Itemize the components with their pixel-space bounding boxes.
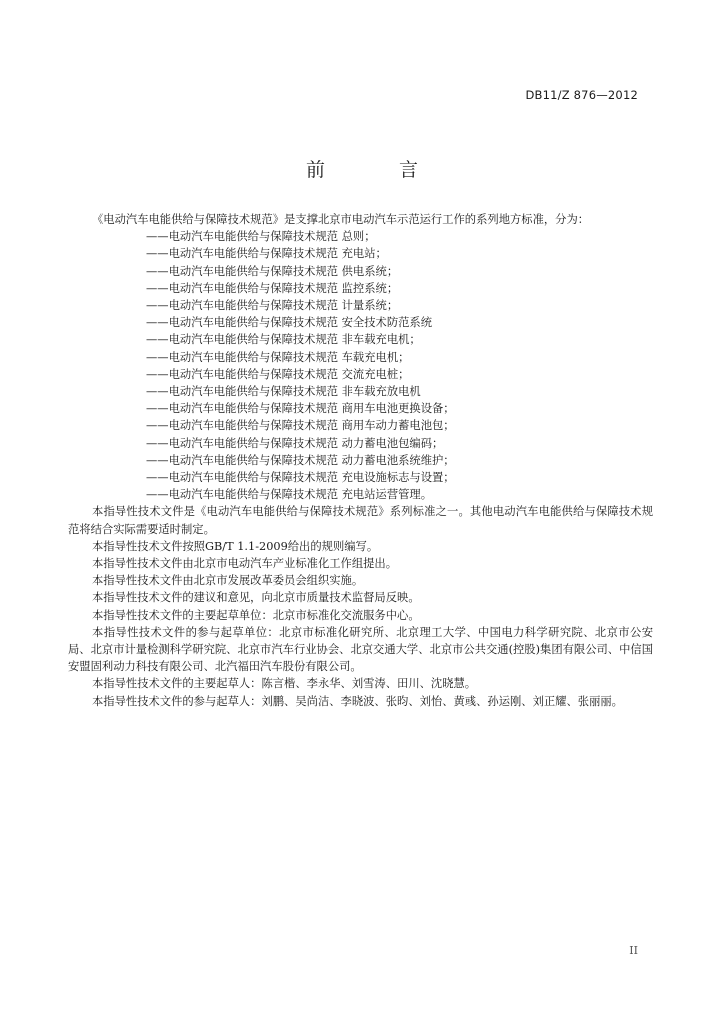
implementer-paragraph: 本指导性技术文件由北京市发展改革委员会组织实施。: [92, 574, 364, 588]
list-item: ——电动汽车电能供给与保障技术规范 充电站运营管理。: [146, 488, 433, 502]
standard-code: DB11/Z 876—2012: [525, 88, 638, 102]
list-item: ——电动汽车电能供给与保障技术规范 监控系统；: [146, 281, 399, 295]
foreword-body: [68, 211, 653, 710]
page-number: II: [629, 944, 638, 957]
proposer-paragraph: 本指导性技术文件由北京市电动汽车产业标准化工作组提出。: [92, 557, 398, 571]
drafting-rules-paragraph: 本指导性技术文件按照GB/T 1.1-2009给出的规则编写。: [92, 539, 379, 553]
list-item: ——电动汽车电能供给与保障技术规范 车载充电机；: [146, 350, 410, 364]
list-item: ——电动汽车电能供给与保障技术规范 商用车电池更换设备；: [146, 402, 455, 416]
intro-paragraph: 《电动汽车电能供给与保障技术规范》是支撑北京市电动汽车示范运行工作的系列地方标准，分为：: [92, 213, 590, 226]
list-item: ——电动汽车电能供给与保障技术规范 供电系统；: [146, 264, 399, 278]
list-item: ——电动汽车电能供给与保障技术规范 安全技术防范系统: [146, 316, 433, 330]
list-item: ——电动汽车电能供给与保障技术规范 总则；: [146, 230, 376, 244]
main-drafting-unit-paragraph: 本指导性技术文件的主要起草单位：北京市标准化交流服务中心。: [92, 608, 420, 622]
page-title: 前 言: [305, 159, 453, 181]
list-item: ——电动汽车电能供给与保障技术规范 动力蓄电池系统维护；: [146, 453, 455, 467]
list-item: ——电动汽车电能供给与保障技术规范 非车载充放电机: [146, 385, 421, 399]
list-item: ——电动汽车电能供给与保障技术规范 非车载充电机；: [146, 333, 421, 347]
participating-drafters-paragraph: 本指导性技术文件的参与起草人：刘鹏、吴尚洁、李晓波、张昀、刘怡、黄彧、孙运刚、刘正耀、张丽丽。: [92, 694, 623, 708]
series-note-paragraph: 本指导性技术文件是《电动汽车电能供给与保障技术规范》系列标准之一。其他电动汽车电能供给与保障技术规范将结合实际需要适时制定。: [68, 505, 653, 536]
list-item: ——电动汽车电能供给与保障技术规范 计量系统；: [146, 299, 399, 313]
list-item: ——电动汽车电能供给与保障技术规范 商用车动力蓄电池包；: [146, 419, 455, 433]
list-item: ——电动汽车电能供给与保障技术规范 充电站；: [146, 247, 387, 261]
main-drafters-paragraph: 本指导性技术文件的主要起草人：陈言楷、李永华、刘雪涛、田川、沈晓慧。: [92, 677, 477, 691]
participating-units-paragraph: 本指导性技术文件的参与起草单位：北京市标准化研究所、北京理工大学、中国电力科学研究院、北京市公安局、北京市计量检测科学研究院、北京市汽车行业协会、北京交通大学、北京市公共交通(控股)集团有限公司、中信国安盟固利动力科技有限公司、北汽福田汽车股份有限公司。: [68, 625, 653, 674]
list-item: ——电动汽车电能供给与保障技术规范 交流充电桩；: [146, 367, 410, 381]
list-item: ——电动汽车电能供给与保障技术规范 动力蓄电池包编码；: [146, 436, 444, 450]
list-item: ——电动汽车电能供给与保障技术规范 充电设施标志与设置；: [146, 471, 455, 485]
feedback-paragraph: 本指导性技术文件的建议和意见，向北京市质量技术监督局反映。: [92, 591, 420, 605]
